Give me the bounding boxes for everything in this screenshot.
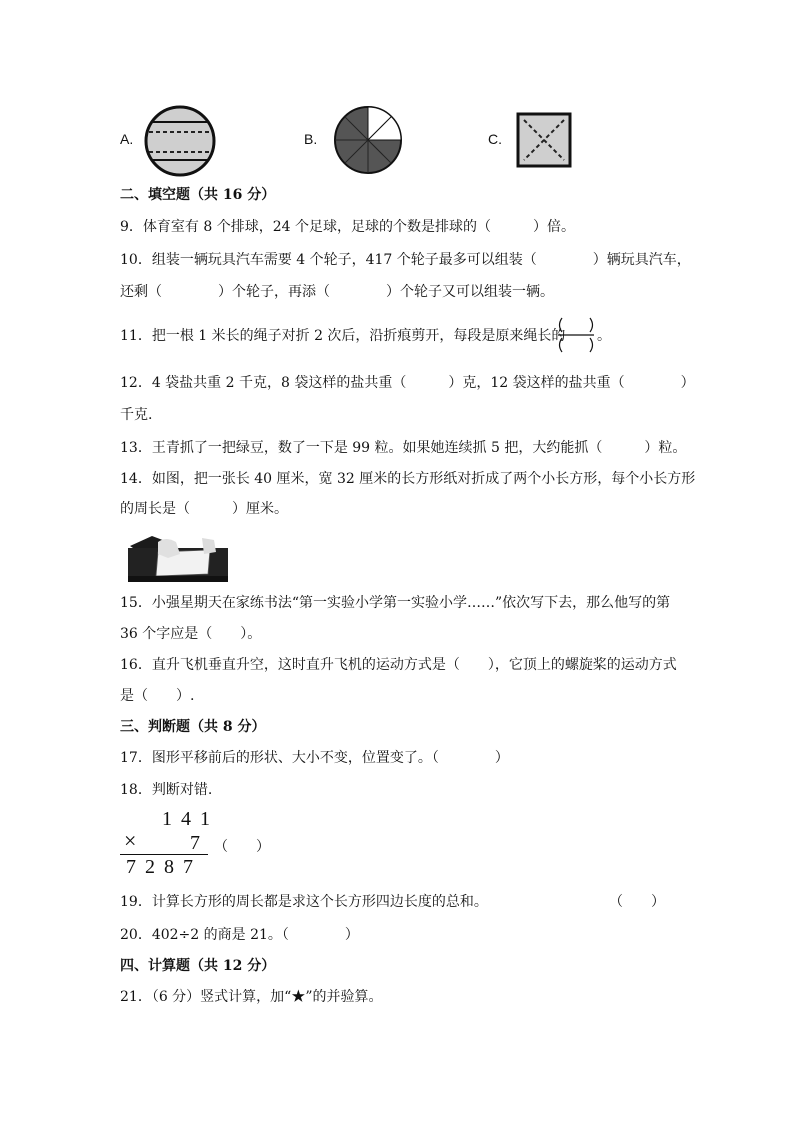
question-10-line-2: 还剩（ ）个轮子，再添（ ）个轮子又可以组装一辆。 [120, 284, 554, 300]
fraction-blank [556, 316, 596, 356]
question-12-line-2: 千克. [120, 407, 153, 423]
question-16-line-2: 是（ ）. [120, 688, 195, 704]
question-17: 17．图形平移前后的形状、大小不变，位置变了。（ ） [120, 750, 509, 766]
figure-c-square [516, 112, 572, 168]
question-20: 20．402÷2 的商是 21。（ ） [120, 927, 359, 943]
question-18-bracket: （ ） [214, 840, 270, 855]
question-21: 21．（6 分）竖式计算，加“★”的并验算。 [120, 989, 383, 1005]
option-a-label: A. [120, 131, 134, 147]
question-11: 11．把一根 1 米长的绳子对折 2 次后，沿折痕剪开，每段是原来绳长的 [120, 328, 566, 344]
multiplicand: 1 4 1 [162, 808, 212, 830]
multiply-sign: × [124, 828, 137, 853]
vertical-multiplication [120, 808, 270, 878]
question-14-line-2: 的周长是（ ）厘米。 [120, 501, 288, 517]
question-15-line-1: 15．小强星期天在家练书法“第一实验小学第一实验小学……”依次写下去，那么他写的第 [120, 595, 671, 611]
question-11-end: 。 [597, 328, 611, 344]
section-4-title: 四、计算题（共 12 分） [120, 958, 276, 974]
question-16-line-1: 16．直升飞机垂直升空，这时直升飞机的运动方式是（ ），它顶上的螺旋桨的运动方式 [120, 657, 677, 673]
section-2-title: 二、填空题（共 16 分） [120, 187, 276, 203]
question-13: 13．王青抓了一把绿豆，数了一下是 99 粒。如果她连续抓 5 把，大约能抓（ ）粒。 [120, 440, 687, 456]
question-15-line-2: 36 个字应是（ ）。 [120, 626, 262, 642]
option-c-label: C. [488, 131, 502, 147]
paper-fold-photo [128, 530, 228, 582]
question-10-line-1: 10．组装一辆玩具汽车需要 4 个轮子，417 个轮子最多可以组装（ ）辆玩具汽车， [120, 252, 691, 268]
question-14-line-1: 14．如图，把一张长 40 厘米，宽 32 厘米的长方形纸对折成了两个小长方形，每个小长方形 [120, 471, 696, 487]
question-19-bracket: （ ） [609, 894, 665, 910]
product: 7 2 8 7 [126, 856, 195, 878]
section-3-title: 三、判断题（共 8 分） [120, 719, 266, 735]
calc-divider-line [120, 854, 208, 855]
question-18: 18．判断对错. [120, 782, 213, 798]
figure-b-pie [332, 104, 404, 176]
multiplier: 7 [190, 832, 200, 854]
question-19: 19．计算长方形的周长都是求这个长方形四边长度的总和。 [120, 894, 488, 910]
question-12-line-1: 12．4 袋盐共重 2 千克，8 袋这样的盐共重（ ）克，12 袋这样的盐共重（ ） [120, 375, 695, 391]
question-9: 9．体育室有 8 个排球，24 个足球，足球的个数是排球的（ ）倍。 [120, 219, 575, 235]
figure-a-circle-stripes [143, 104, 217, 178]
option-b-label: B. [304, 131, 318, 147]
